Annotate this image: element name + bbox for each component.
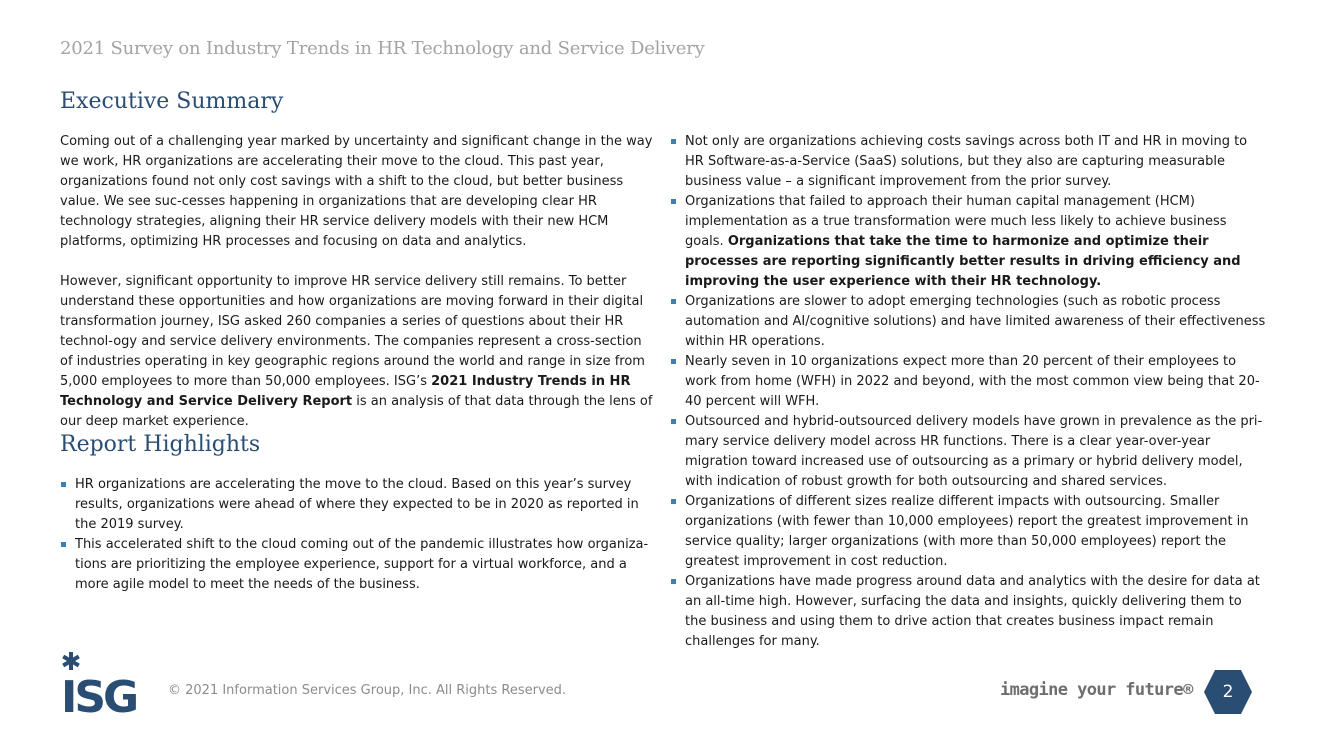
page-number: 2	[1222, 682, 1234, 702]
executive-summary-body	[60, 132, 656, 432]
list-item	[670, 192, 1266, 292]
report-highlights-heading: Report Highlights	[60, 432, 261, 457]
summary-paragraph-2-start: However, significant opportunity to improve HR service delivery still remains. To better understand these opportunities and how organizations are moving forward in their digital transformation journey, ISG asked 260 companies a series of questions about their HR technol-ogy and service delivery environments. The companies represent a cross-section of industries operating in key geographic regions around the world and range in size from 5,000 employees to more than 50,000 employees. ISG’s	[60, 274, 645, 389]
summary-paragraph-2	[60, 272, 656, 432]
copyright-text: © 2021 Information Services Group, Inc. All Rights Reserved.	[168, 683, 567, 698]
tagline: imagine your future®	[1000, 680, 1193, 700]
list-item: Not only are organizations achieving costs savings across both IT and HR in moving to HR Software-as-a-Service (SaaS) solutions, but they also are capturing measurable business value – a significant improvement from the prior survey.	[670, 132, 1266, 192]
highlights-list	[60, 475, 656, 595]
isg-logo	[60, 650, 156, 716]
executive-summary-heading: Executive Summary	[60, 89, 284, 114]
document-title: 2021 Survey on Industry Trends in HR Technology and Service Delivery	[60, 38, 705, 59]
summary-paragraph-2-end: is an analysis of that data through the lens of our deep market experience.	[60, 394, 653, 429]
highlights-list-right	[670, 132, 1266, 652]
list-item: Nearly seven in 10 organizations expect more than 20 percent of their employees to work from home (WFH) in 2022 and beyond, with the most common view being that 20-40 percent will WFH.	[670, 352, 1266, 412]
summary-paragraph-1: Coming out of a challenging year marked by uncertainty and significant change in the way we work, HR organizations are accelerating their move to the cloud. This past year, organizations found not only cost savings with a shift to the cloud, but better business value. We see suc-cesses happening in organizations that are developing clear HR technology strategies, aligning their HR service delivery models with their new HCM platforms, optimizing HR processes and focusing on data and analytics.	[60, 134, 653, 249]
list-item: HR organizations are accelerating the move to the cloud. Based on this year’s survey results, organizations were ahead of where they expected to be in 2020 as reported in the 2019 survey.	[60, 475, 656, 535]
list-item: Outsourced and hybrid-outsourced delivery models have grown in prevalence as the pri-mary service delivery model across HR functions. There is a clear year-over-year migration toward increased use of outsourcing as a primary or hybrid delivery model, with indication of robust growth for both outsourcing and shared services.	[670, 412, 1266, 492]
list-item: Organizations are slower to adopt emerging technologies (such as robotic process automation and AI/cognitive solutions) and have limited awareness of their effectiveness within HR operations.	[670, 292, 1266, 352]
isg-logo-text: ISG	[61, 672, 137, 716]
report-title-bold: 2021 Industry Trends in HR Technology and Service Delivery Report	[60, 374, 631, 409]
hcm-finding-bold: Organizations that take the time to harmonize and optimize their processes are reporting significantly better results in driving efficiency and improving the user experience with their HR technology.	[685, 234, 1241, 289]
hcm-finding-text: Organizations that failed to approach their human capital management (HCM) implementation as a true transformation were much less likely to achieve business goals.	[685, 194, 1227, 249]
list-item: Organizations of different sizes realize different impacts with outsourcing. Smaller organizations (with fewer than 10,000 employees) report the greatest improvement in service quality; larger organizations (with more than 50,000 employees) report the greatest improvement in cost reduction.	[670, 492, 1266, 572]
list-item: This accelerated shift to the cloud coming out of the pandemic illustrates how organiza-tions are prioritizing the employee experience, support for a virtual workforce, and a more agile model to meet the needs of the business.	[60, 535, 656, 595]
list-item: Organizations have made progress around data and analytics with the desire for data at an all-time high. However, surfacing the data and insights, quickly delivering them to the business and using them to drive action that creates business impact remain challenges for many.	[670, 572, 1266, 652]
